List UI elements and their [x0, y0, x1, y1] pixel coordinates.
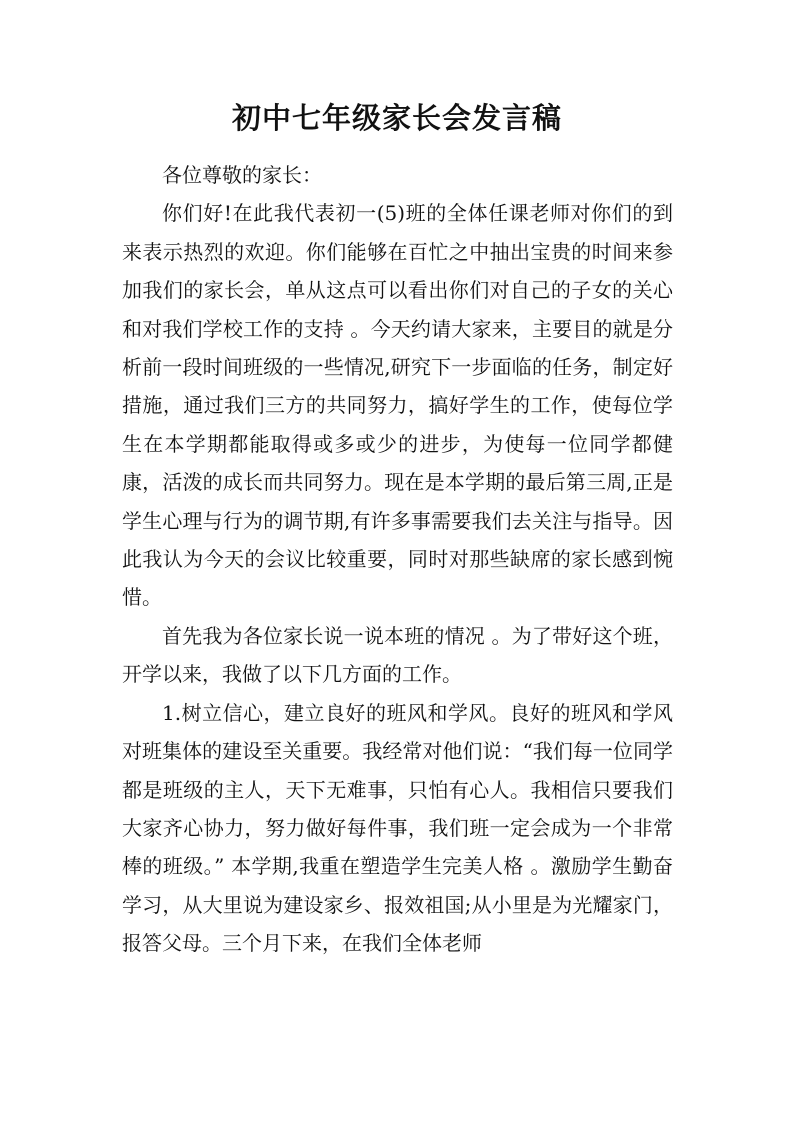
paragraph-welcome: 你们好!在此我代表初一(5)班的全体任课老师对你们的到来表示热烈的欢迎。你们能够在百忙之中抽出宝贵的时间来参加我们的家长会，单从这点可以看出你们对自己的子女的关心和对我们学校工作的支持 。今天约请大家来，主要目的就是分析前一段时间班级的一些情况,研究下一步面临的任务，制定好措施，通过我们三方的共同努力，搞好学生的工作，使每位学生在本学期都能取得或多或少的进步，为使每一位同学都健康，活泼的成长而共同努力。现在是本学期的最后第三周,正是学生心理与行为的调节期,有许多事需要我们去关注与指导。因此我认为今天的会议比较重要，同时对那些缺席的家长感到惋惜。	[122, 201, 673, 610]
paragraph-class-intro: 首先我为各位家长说一说本班的情况 。为了带好这个班，开学以来，我做了以下几方面的工作。	[122, 623, 673, 687]
document-body	[122, 156, 673, 963]
document-title: 初中七年级家长会发言稿	[231, 101, 562, 135]
paragraph-point-1: 1.树立信心，建立良好的班风和学风。良好的班风和学风对班集体的建设至关重要。我经常对他们说：“我们每一位同学都是班级的主人，天下无难事，只怕有心人。我相信只要我们大家齐心协力，努力做好每件事，我们班一定会成为一个非常棒的班级。” 本学期,我重在塑造学生完美人格 。激励学生勤奋学习，从大里说为建设家乡、报效祖国;从小里是为光耀家门，报答父母。三个月下来，在我们全体老师	[122, 700, 673, 956]
paragraph-greeting: 各位尊敬的家长：	[162, 163, 322, 187]
